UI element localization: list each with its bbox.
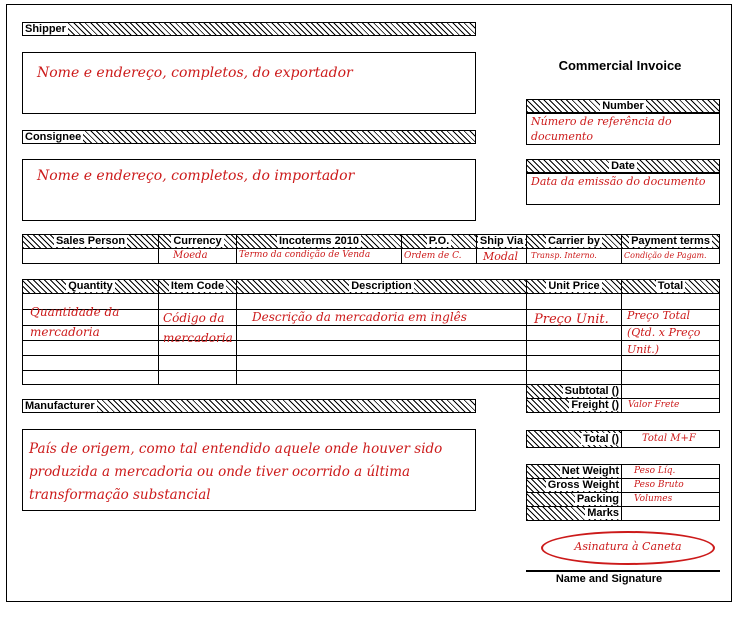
- quantity-header: Quantity: [22, 279, 159, 294]
- marks-field[interactable]: [621, 506, 720, 521]
- freight-field[interactable]: [621, 398, 720, 413]
- manufacturer-header: [22, 399, 476, 413]
- carrier-value[interactable]: Transp. Interno.: [526, 248, 622, 264]
- freight-label-cell: [526, 398, 622, 413]
- net-weight-label: Net Weight: [561, 465, 619, 477]
- shipper-box[interactable]: [22, 52, 476, 114]
- consignee-box[interactable]: [22, 159, 476, 221]
- total-label-cell: [526, 430, 622, 448]
- date-field[interactable]: [526, 173, 720, 205]
- incoterms-header: Incoterms 2010: [236, 234, 402, 249]
- grand-total-label: Total (): [583, 433, 619, 445]
- sales-person-header: Sales Person: [22, 234, 159, 249]
- packing-field[interactable]: [621, 492, 720, 507]
- number-field[interactable]: [526, 113, 720, 145]
- marks-label-cell: [526, 506, 622, 521]
- total-value: Preço Total (Qtd. x Preço Unit.): [627, 309, 701, 356]
- date-label: Date: [611, 160, 635, 172]
- grand-total-field[interactable]: [621, 430, 720, 448]
- freight-value: Valor Frete: [628, 400, 680, 410]
- unit-price-value: Preço Unit.: [534, 312, 609, 327]
- payment-terms-value[interactable]: Condição de Pagam.: [621, 248, 720, 264]
- signature-label: Name and Signature: [555, 573, 663, 585]
- gross-weight-label: Gross Weight: [547, 479, 619, 491]
- consignee-value: Nome e endereço, completos, do importador: [37, 168, 355, 184]
- item-code-header: Item Code: [158, 279, 237, 294]
- gross-weight-value: Peso Bruto: [634, 480, 684, 490]
- currency-header: Currency: [158, 234, 237, 249]
- quantity-value: Quantidade da mercadoria: [30, 305, 120, 339]
- ship-via-header: Ship Via: [476, 234, 527, 249]
- signature-line[interactable]: [526, 570, 720, 572]
- shipper-header: [22, 22, 476, 36]
- packing-value: Volumes: [634, 494, 673, 504]
- packing-label: Packing: [576, 493, 619, 505]
- net-weight-value: Peso Líq.: [634, 466, 676, 476]
- net-weight-field[interactable]: [621, 464, 720, 479]
- po-value[interactable]: Ordem de C.: [401, 248, 477, 264]
- document-title: Commercial Invoice: [558, 58, 682, 73]
- gross-weight-field[interactable]: [621, 478, 720, 493]
- sales-person-value[interactable]: [22, 248, 159, 264]
- description-value: Descrição da mercadoria em inglês: [252, 310, 467, 324]
- consignee-header: [22, 130, 476, 144]
- freight-label: Freight (): [571, 399, 619, 411]
- consignee-label: Consignee: [25, 131, 82, 143]
- shipper-label: Shipper: [25, 23, 66, 35]
- currency-value[interactable]: Moeda: [158, 248, 237, 264]
- date-header: [526, 159, 720, 173]
- number-header: [526, 99, 720, 113]
- marks-label: Marks: [587, 507, 619, 519]
- packing-label-cell: [526, 492, 622, 507]
- subtotal-label-cell: [526, 384, 622, 399]
- incoterms-value[interactable]: Termo da condição de Venda: [236, 248, 402, 264]
- gross-weight-label-cell: [526, 478, 622, 493]
- manufacturer-label: Manufacturer: [25, 400, 95, 412]
- description-header: Description: [236, 279, 527, 294]
- item-code-value: Código da mercadoria: [163, 311, 233, 345]
- net-weight-label-cell: [526, 464, 622, 479]
- ship-via-value[interactable]: Modal: [476, 248, 527, 264]
- shipper-value: Nome e endereço, completos, do exportador: [37, 65, 353, 81]
- payment-terms-header: Payment terms: [621, 234, 720, 249]
- manufacturer-value: País de origem, como tal entendido aquele onde houver sido produzida a mercadoria ou onde tiver ocorrido a última transformação substancial: [29, 441, 443, 503]
- grand-total-value: Total M+F: [642, 433, 696, 444]
- manufacturer-box[interactable]: [22, 429, 476, 511]
- number-value: Número de referência do documento: [531, 115, 672, 143]
- subtotal-label: Subtotal (): [564, 385, 619, 397]
- carrier-header: Carrier by: [526, 234, 622, 249]
- number-label: Number: [602, 100, 644, 112]
- total-header: Total: [621, 279, 720, 294]
- subtotal-field[interactable]: [621, 384, 720, 399]
- signature-annotation: Asinatura à Caneta: [574, 540, 682, 553]
- unit-price-header: Unit Price: [526, 279, 622, 294]
- po-header: P.O.: [401, 234, 477, 249]
- date-value: Data da emissão do documento: [531, 175, 706, 188]
